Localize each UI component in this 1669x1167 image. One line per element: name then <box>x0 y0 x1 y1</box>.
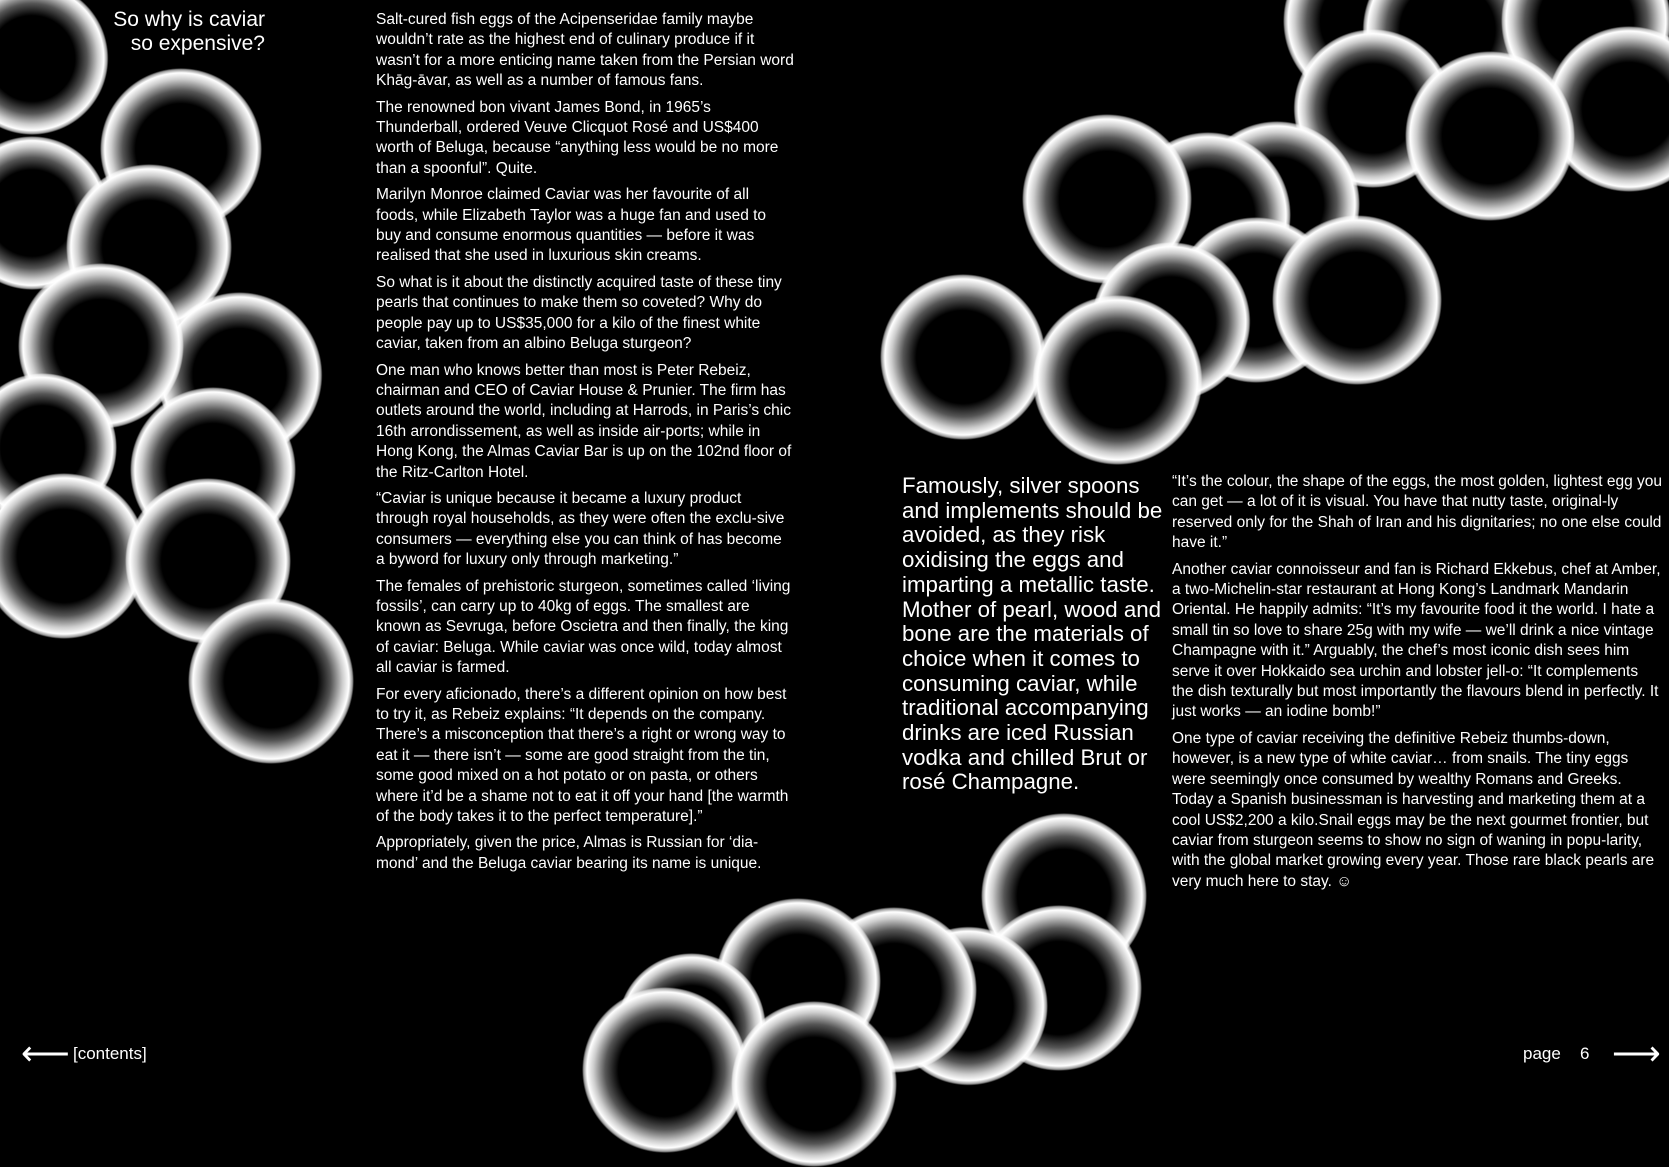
arrow-left-icon[interactable]: ⟵ <box>21 1035 70 1073</box>
caviar-egg-bubble <box>1405 51 1575 221</box>
contents-link[interactable]: [contents] <box>73 1044 147 1063</box>
caviar-egg-bubble <box>1032 295 1202 465</box>
caviar-egg-bubble <box>188 598 354 764</box>
article-right-column <box>1172 472 1662 898</box>
paragraph: Another caviar connoisseur and fan is Richard Ekkebus, chef at Amber, a two-Michelin-star restaurant at Hong Kong’s Landmark Mandarin Oriental. He happily admits: “It’s my favourite food it the world. I hate a small tin so love to share 25g with my wife — we’ll drink a nice vintage Champagne with it.” Arguably, the chef’s most iconic dish sees him serve it over Hokkaido sea urchin and lobster jell-o: “It complements the dish texturally but most importantly the flavours blend in perfectly. It just works — an iodine bomb!” <box>1172 560 1661 721</box>
paragraph: Marilyn Monroe claimed Caviar was her favourite of all foods, while Elizabeth Taylor was a huge fan and used to buy and consume enormous quantities — before it was realised that she used in luxurious skin creams. <box>376 186 767 265</box>
paragraph: “It’s the colour, the shape of the eggs, the most golden, lightest egg you can get — a lot of it is visual. You have that nutty taste, original-ly reserved only for the Shah of Iran and his dignitaries; no one else could have it.” <box>1172 473 1663 552</box>
caviar-egg-bubble <box>1272 215 1442 385</box>
paragraph: The renowned bon vivant James Bond, in 1965’s Thunderball, ordered Veuve Clicquot Rosé and US$400 worth of Beluga, because “anything less would be no more than a spoonful”. Quite. <box>376 98 779 177</box>
page-label: page <box>1523 1044 1561 1063</box>
page-number: 6 <box>1580 1044 1590 1063</box>
paragraph: The females of prehistoric sturgeon, sometimes called ‘living fossils’, can carry up to 40kg of eggs. The smallest are known as Sevruga, before Oscietra and then finally, the king of caviar: Beluga. While caviar was once wild, today almost all caviar is farmed. <box>376 577 791 677</box>
paragraph: Salt-cured fish eggs of the Acipenseridae family maybe wouldn’t rate as the highest end of culinary produce if it wasn’t for a more enticing name taken from the Persian word Khāg-āvar, as well as a number of famous fans. <box>376 11 794 90</box>
arrow-right-icon[interactable]: ⟶ <box>1612 1035 1661 1073</box>
paragraph: “Caviar is unique because it became a luxury product through royal households, as they were often the exclu-sive consumers — everything else you can think of has become a byword for luxury only through marketing.” <box>376 489 785 569</box>
caviar-egg-bubble <box>582 987 748 1153</box>
paragraph: One man who knows better than most is Peter Rebeiz, chairman and CEO of Caviar House & Prunier. The firm has outlets around the world, including at Harrods, in Paris’s chic 16th arrondissement, as well as inside air-ports; while in Hong Kong, the Almas Caviar Bar is up on the 102nd floor of the Ritz-Carlton Hotel. <box>376 361 792 481</box>
section-title <box>90 8 265 56</box>
paragraph: Appropriately, given the price, Almas is Russian for ‘dia-mond’ and the Beluga caviar bearing its name is unique. <box>376 834 762 872</box>
paragraph: One type of caviar receiving the definitive Rebeiz thumbs-down, however, is a new type of white caviar… from snails. The tiny eggs were seemingly once consumed by wealthy Romans and Greeks. Today a Spanish businessman is harvesting and marketing them at a cool US$2,200 a kilo.Snail eggs may be the next gourmet frontier, but caviar from sturgeon seems to show no sign of waning in popu-larity, with the global market growing every year. Those rare black pearls are very much here to stay. ☺ <box>1172 729 1655 890</box>
paragraph: So what is it about the distinctly acquired taste of these tiny pearls that continues to make them so coveted? Why do people pay up to US$35,000 for a kilo of the finest white caviar, taken from an albino Beluga sturgeon? <box>376 273 782 353</box>
pull-quote: Famously, silver spoons and implements should be avoided, as they risk oxidising the eggs and imparting a metallic taste. Mother of pearl, wood and bone are the materials of choice when it comes to consuming caviar, while traditional accompanying drinks are iced Russian vodka and chilled Brut or rosé Champagne. <box>902 473 1163 795</box>
caviar-egg-bubble <box>880 274 1046 440</box>
paragraph: For every aficionado, there’s a different opinion on how best to try it, as Rebeiz explains: “It depends on the company. There’s a misconception that there’s a right or wrong way to eat it — there isn’t — some are good straight from the tin, some good mixed on a hot potato or on pasta, or others where it’d be a shame not to eat it off your hand [the warmth of the body takes it to the perfect temperature].” <box>376 685 789 826</box>
article-left-column <box>376 10 794 880</box>
caviar-egg-bubble <box>731 1001 897 1167</box>
title-line: So why is caviar <box>113 8 265 31</box>
title-line: so expensive? <box>130 32 265 55</box>
